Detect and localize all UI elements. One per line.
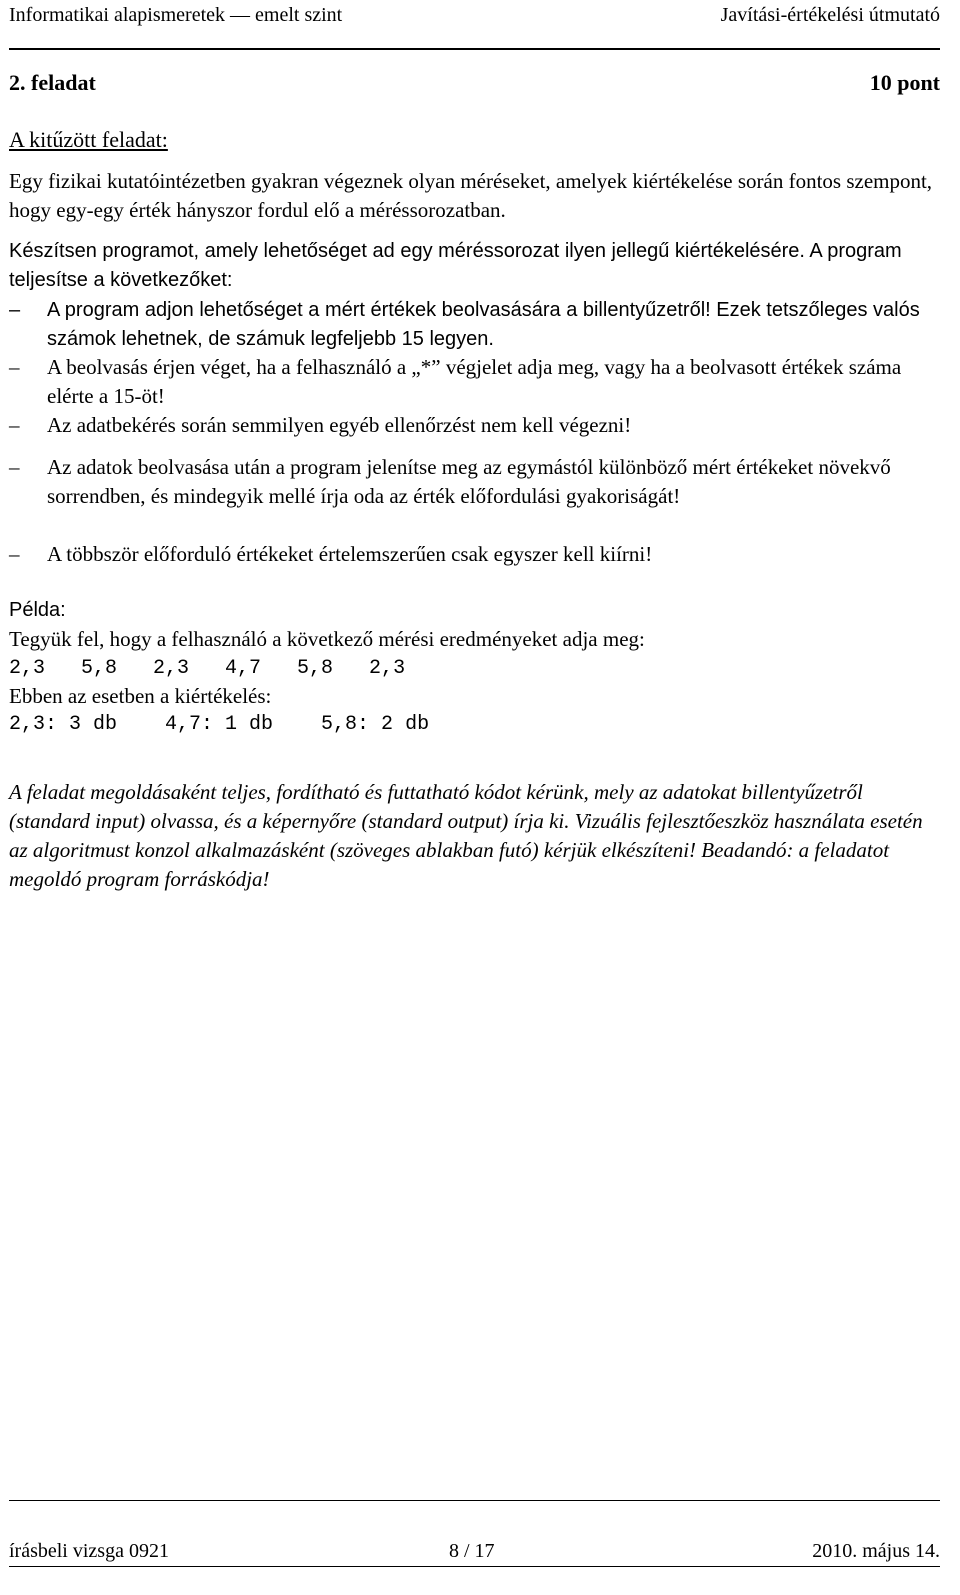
bullet-text: A beolvasás érjen véget, ha a felhasználó a „*” végjelet adja meg, vagy ha a beolvasott értékek száma elérte a 15-öt! — [47, 355, 902, 408]
dash-bullet-icon: – — [9, 455, 20, 479]
header-rule — [9, 48, 940, 50]
header-left-text: Informatikai alapismeretek — emelt szint — [9, 4, 343, 26]
intro-paragraph: Egy fizikai kutatóintézetben gyakran végeznek olyan méréseket, amelyek kiértékelése során fontos szempont, hogy egy-egy érték hányszor fordul elő a méréssorozatban. — [9, 169, 933, 222]
dash-bullet-icon: – — [9, 413, 20, 437]
bullet-text: A program adjon lehetőséget a mért értékek beolvasására a billentyűzetről! Ezek tetszőleges valós számok lehetnek, de számuk legfeljebb 15 legyen. — [47, 299, 920, 350]
footer-bottom-rule — [9, 1566, 940, 1567]
footer-date: 2010. május 14. — [812, 1540, 940, 1562]
example-label: Példa: — [9, 599, 66, 621]
example-input-intro: Tegyük fel, hogy a felhasználó a következő mérési eredményeket adja meg: — [9, 627, 645, 651]
page-header — [9, 3, 940, 33]
example-output-values: 2,3: 3 db 4,7: 1 db 5,8: 2 db — [9, 713, 430, 736]
section-subheading: A kitűzött feladat: — [9, 127, 168, 152]
dash-bullet-icon: – — [9, 542, 20, 566]
footer-left-text: írásbeli vizsga 0921 — [9, 1540, 169, 1562]
document-page — [9, 0, 940, 1595]
task-points: 10 pont — [869, 70, 940, 95]
example-input-values: 2,3 5,8 2,3 4,7 5,8 2,3 — [9, 657, 406, 680]
bullet-text: Az adatbekérés során semmilyen egyéb ellenőrzést nem kell végezni! — [47, 413, 632, 437]
header-right-text: Javítási-értékelési útmutató — [720, 4, 940, 26]
dash-bullet-icon: – — [9, 299, 21, 321]
example-output-intro: Ebben az esetben a kiértékelés: — [9, 684, 272, 708]
instruction-paragraph: Készítsen programot, amely lehetőséget ad egy méréssorozat ilyen jellegű kiértékelésére. A program teljesítse a következőket: — [9, 240, 902, 291]
bullet-text: A többször előforduló értékeket értelemszerűen csak egyszer kell kiírni! — [47, 542, 653, 566]
dash-bullet-icon: – — [9, 355, 20, 379]
page-number: 8 / 17 — [449, 1540, 495, 1562]
bullet-text: Az adatok beolvasása után a program jelenítse meg az egymástól különböző mért értékeket növekvő sorrendben, és mindegyik mellé írja oda az érték előfordulási gyakoriságát! — [47, 455, 891, 508]
task-title: 2. feladat — [9, 70, 96, 95]
footer-rule — [9, 1500, 940, 1501]
closing-paragraph: A feladat megoldásaként teljes, fordítható és futtatható kódot kérünk, mely az adatokat billentyűzetről (standard input) olvassa, és a képernyőre (standard output) írja ki. Vizuális fejlesztőeszköz használata esetén az algoritmust konzol alkalmazásként (szöveges ablakban futó) kérjük elkészíteni! Beadandó: a feladatot megoldó program forráskódja! — [9, 780, 923, 891]
